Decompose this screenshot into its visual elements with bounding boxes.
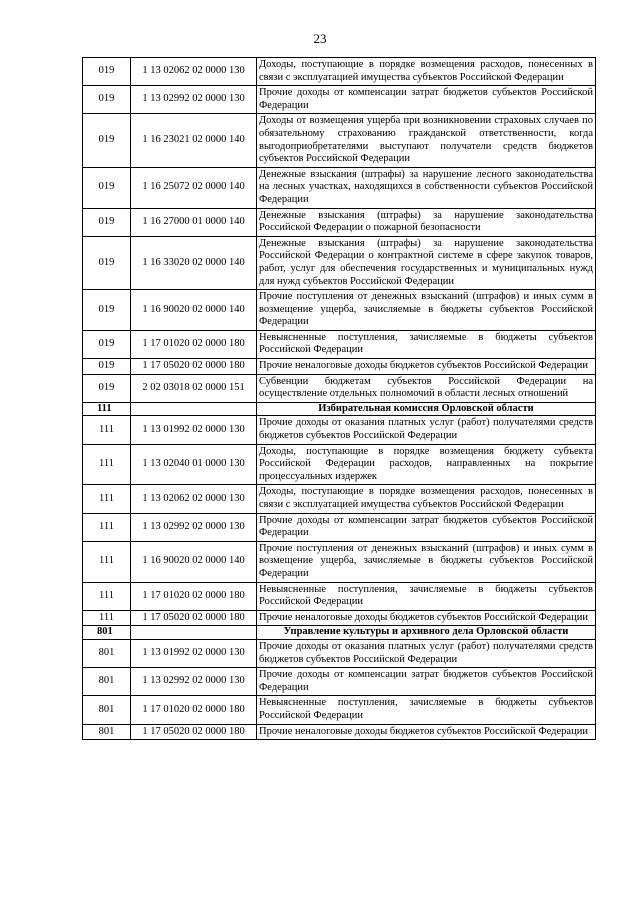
revenue-name-cell: Денежные взыскания (штрафы) за нарушение законодательства Российской Федерации о пожарной безопасности <box>257 208 596 236</box>
admin-code-cell: 111 <box>83 582 131 610</box>
table-row <box>83 668 596 696</box>
admin-code-cell: 019 <box>83 330 131 358</box>
kbk-code-cell: 1 17 05020 02 0000 180 <box>131 610 257 626</box>
kbk-code-cell: 1 13 02062 02 0000 130 <box>131 485 257 513</box>
kbk-code-cell: 1 13 02992 02 0000 130 <box>131 513 257 541</box>
admin-code-cell: 111 <box>83 444 131 485</box>
revenue-name-cell: Доходы от возмещения ущерба при возникновении страховых случаев по обязательному страхованию гражданской ответственности, когда выгодоприобретателями выступают получатели средств бюджетов субъектов Российской Федерации <box>257 114 596 167</box>
revenue-name-cell: Прочие доходы от компенсации затрат бюджетов субъектов Российской Федерации <box>257 668 596 696</box>
revenue-name-cell: Субвенции бюджетам субъектов Российской Федерации на осуществление отдельных полномочий в области лесных отношений <box>257 374 596 402</box>
admin-code-cell: 019 <box>83 208 131 236</box>
revenue-name-cell: Невыясненные поступления, зачисляемые в бюджеты субъектов Российской Федерации <box>257 330 596 358</box>
kbk-code-cell: 1 16 90020 02 0000 140 <box>131 290 257 331</box>
admin-code-cell: 111 <box>83 402 131 416</box>
admin-code-cell: 801 <box>83 626 131 640</box>
kbk-code-cell <box>131 626 257 640</box>
table-row <box>83 290 596 331</box>
table-row <box>83 236 596 289</box>
table-row <box>83 359 596 375</box>
table-row <box>83 639 596 667</box>
admin-code-cell: 801 <box>83 724 131 740</box>
revenue-name-cell: Прочие доходы от оказания платных услуг (работ) получателями средств бюджетов субъектов Российской Федерации <box>257 416 596 444</box>
revenue-name-cell: Доходы, поступающие в порядке возмещения бюджету субъекта Российской Федерации расходов, направленных на покрытие процессуальных издержек <box>257 444 596 485</box>
revenue-name-cell: Прочие доходы от компенсации затрат бюджетов субъектов Российской Федерации <box>257 513 596 541</box>
admin-code-cell: 019 <box>83 86 131 114</box>
admin-code-cell: 111 <box>83 541 131 582</box>
revenue-name-cell: Прочие неналоговые доходы бюджетов субъектов Российской Федерации <box>257 724 596 740</box>
admin-code-cell: 801 <box>83 668 131 696</box>
page-number: 23 <box>313 31 327 46</box>
kbk-code-cell: 1 17 05020 02 0000 180 <box>131 359 257 375</box>
admin-code-cell: 019 <box>83 114 131 167</box>
kbk-code-cell: 1 13 01992 02 0000 130 <box>131 639 257 667</box>
admin-code-cell: 019 <box>83 167 131 208</box>
table-row <box>83 330 596 358</box>
kbk-code-cell: 1 13 01992 02 0000 130 <box>131 416 257 444</box>
kbk-code-cell: 1 17 05020 02 0000 180 <box>131 724 257 740</box>
kbk-code-cell: 1 16 25072 02 0000 140 <box>131 167 257 208</box>
table-row <box>83 208 596 236</box>
table-row <box>83 167 596 208</box>
table-row <box>83 610 596 626</box>
kbk-code-cell: 1 16 23021 02 0000 140 <box>131 114 257 167</box>
table-row <box>83 513 596 541</box>
table-row <box>83 485 596 513</box>
kbk-code-cell: 1 17 01020 02 0000 180 <box>131 330 257 358</box>
admin-code-cell: 019 <box>83 236 131 289</box>
revenue-name-cell: Прочие доходы от оказания платных услуг (работ) получателями средств бюджетов субъектов Российской Федерации <box>257 639 596 667</box>
revenue-name-cell: Прочие поступления от денежных взысканий (штрафов) и иных сумм в возмещение ущерба, зачисляемые в бюджеты субъектов Российской Федерации <box>257 290 596 331</box>
revenue-name-cell: Прочие поступления от денежных взысканий (штрафов) и иных сумм в возмещение ущерба, зачисляемые в бюджеты субъектов Российской Федерации <box>257 541 596 582</box>
revenue-codes-table <box>82 57 596 740</box>
admin-code-cell: 019 <box>83 290 131 331</box>
kbk-code-cell: 1 13 02062 02 0000 130 <box>131 58 257 86</box>
revenue-name-cell: Доходы, поступающие в порядке возмещения расходов, понесенных в связи с эксплуатацией имущества субъектов Российской Федерации <box>257 485 596 513</box>
admin-code-cell: 019 <box>83 58 131 86</box>
kbk-code-cell: 1 16 90020 02 0000 140 <box>131 541 257 582</box>
revenue-name-cell: Денежные взыскания (штрафы) за нарушение законодательства Российской Федерации о контрактной системе в сфере закупок товаров, работ, услуг для обеспечения государственных и муниципальных нужд для нужд субъектов Российской Федерации <box>257 236 596 289</box>
admin-code-cell: 111 <box>83 485 131 513</box>
revenue-name-cell: Доходы, поступающие в порядке возмещения расходов, понесенных в связи с эксплуатацией имущества субъектов Российской Федерации <box>257 58 596 86</box>
table-row <box>83 416 596 444</box>
revenue-name-cell: Невыясненные поступления, зачисляемые в бюджеты субъектов Российской Федерации <box>257 582 596 610</box>
kbk-code-cell: 1 13 02040 01 0000 130 <box>131 444 257 485</box>
kbk-code-cell: 1 13 02992 02 0000 130 <box>131 86 257 114</box>
revenue-name-cell: Избирательная комиссия Орловской области <box>257 402 596 416</box>
admin-code-cell: 111 <box>83 513 131 541</box>
section-header-row <box>83 626 596 640</box>
table-row <box>83 374 596 402</box>
admin-code-cell: 801 <box>83 639 131 667</box>
section-header-row <box>83 402 596 416</box>
table-row <box>83 582 596 610</box>
admin-code-cell: 019 <box>83 374 131 402</box>
admin-code-cell: 019 <box>83 359 131 375</box>
table-row <box>83 541 596 582</box>
kbk-code-cell: 1 17 01020 02 0000 180 <box>131 582 257 610</box>
table-row <box>83 696 596 724</box>
revenue-name-cell: Прочие неналоговые доходы бюджетов субъектов Российской Федерации <box>257 610 596 626</box>
revenue-name-cell: Прочие неналоговые доходы бюджетов субъектов Российской Федерации <box>257 359 596 375</box>
kbk-code-cell: 2 02 03018 02 0000 151 <box>131 374 257 402</box>
admin-code-cell: 111 <box>83 416 131 444</box>
table-row <box>83 444 596 485</box>
table-row <box>83 86 596 114</box>
revenue-name-cell: Управление культуры и архивного дела Орловской области <box>257 626 596 640</box>
kbk-code-cell: 1 13 02992 02 0000 130 <box>131 668 257 696</box>
kbk-code-cell: 1 16 33020 02 0000 140 <box>131 236 257 289</box>
table-row <box>83 114 596 167</box>
revenue-name-cell: Невыясненные поступления, зачисляемые в бюджеты субъектов Российской Федерации <box>257 696 596 724</box>
admin-code-cell: 111 <box>83 610 131 626</box>
kbk-code-cell <box>131 402 257 416</box>
table-body <box>83 58 596 740</box>
table-row <box>83 724 596 740</box>
revenue-name-cell: Прочие доходы от компенсации затрат бюджетов субъектов Российской Федерации <box>257 86 596 114</box>
table-row <box>83 58 596 86</box>
kbk-code-cell: 1 17 01020 02 0000 180 <box>131 696 257 724</box>
revenue-name-cell: Денежные взыскания (штрафы) за нарушение лесного законодательства на лесных участках, находящихся в собственности субъектов Российской Федерации <box>257 167 596 208</box>
admin-code-cell: 801 <box>83 696 131 724</box>
kbk-code-cell: 1 16 27000 01 0000 140 <box>131 208 257 236</box>
